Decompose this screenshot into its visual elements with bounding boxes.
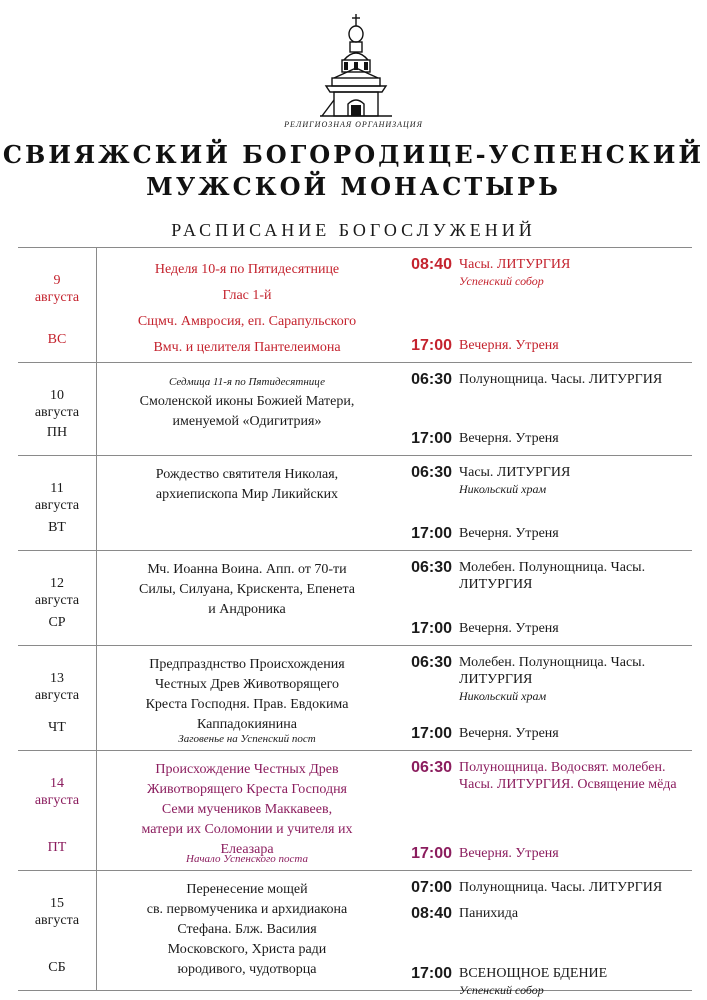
feast-line: Елеазара [220,842,274,857]
feast-line: матери их Соломонии и учителя их [141,822,353,837]
feast-cell [97,871,398,991]
feast-line: Сщмч. Амвросия, еп. Сарапульского [137,314,357,329]
service-time: 17:00 [411,525,452,542]
month-name: августа [34,405,80,420]
date-cell [18,646,97,751]
feast-cell [97,248,398,363]
feast-line: Предпразднство Происхождения [149,657,345,672]
feast-note: Начало Успенского поста [186,853,308,865]
services-cell [397,751,692,871]
day-number: 10 [50,388,64,403]
monastery-church-icon [320,12,392,120]
service-location: Никольский храм [459,482,547,496]
service-time: 17:00 [411,620,452,637]
service-description: Полунощница. Часы. ЛИТУРГИЯ [459,372,663,387]
feast-cell [97,551,398,646]
feast-line: именуемой «Одигитрия» [172,414,322,429]
service-description: Вечерня. Утреня [459,726,559,741]
service-description: Вечерня. Утреня [459,621,559,636]
schedule-row [18,871,692,991]
service-description: Панихида [459,906,519,921]
service-time: 17:00 [411,337,452,354]
day-number: 15 [50,896,64,911]
day-number: 13 [50,671,64,686]
feast-line: св. первомученика и архидиакона [146,902,348,917]
date-cell [18,551,97,646]
day-of-week: ВС [47,332,67,347]
service-description: Молебен. Полунощница. Часы. ЛИТУРГИЯ [459,655,646,687]
service-description: Часы. ЛИТУРГИЯ [459,257,571,272]
service-location: Никольский храм [459,689,547,703]
feast-line: и Андроника [208,602,286,617]
feast-line: Московского, Христа ради [167,942,327,957]
feast-line: Креста Господня. Прав. Евдокима [145,697,349,712]
feast-cell [97,751,398,871]
date-cell [18,871,97,991]
date-cell [18,248,97,363]
service-time: 08:40 [411,905,452,922]
day-number: 11 [50,481,64,496]
page-header [0,0,707,250]
feast-line: Перенесение мощей [186,882,308,897]
feast-line: Смоленской иконы Божией Матери, [139,394,355,409]
service-description: Молебен. Полунощница. Часы. ЛИТУРГИЯ [459,560,646,592]
feast-line: Семи мучеников Маккавеев, [161,802,333,817]
day-of-week: ВТ [48,520,66,535]
schedule-row [18,551,692,646]
monastery-title-line1: СВИЯЖСКИЙ БОГОРОДИЦЕ-УСПЕНСКИЙ [2,140,705,169]
service-description: Вечерня. Утреня [459,431,559,446]
feast-line: Мч. Иоанна Воина. Апп. от 70-ти [147,562,347,577]
schedule-row [18,248,692,363]
services-cell [397,363,692,456]
service-description: ВСЕНОЩНОЕ БДЕНИЕ [459,966,608,981]
service-time: 17:00 [411,430,452,447]
feast-line: Силы, Силуана, Крискента, Епенета [139,582,355,597]
service-description: Вечерня. Утреня [459,526,559,541]
service-time: 17:00 [411,965,452,982]
service-time: 06:30 [411,559,452,576]
feast-cell [97,646,398,751]
feast-line: Глас 1-й [222,288,272,303]
org-label: РЕЛИГИОЗНАЯ ОРГАНИЗАЦИЯ [284,120,423,129]
service-time: 06:30 [411,371,452,388]
services-cell [397,551,692,646]
service-location: Успенский собор [459,983,544,997]
service-description: Полунощница. Часы. ЛИТУРГИЯ [459,880,663,895]
feast-line: Происхождение Честных Древ [155,762,339,777]
service-time: 06:30 [411,654,452,671]
service-time: 17:00 [411,725,452,742]
monastery-title-line2: МУЖСКОЙ МОНАСТЫРЬ [146,172,561,201]
services-cell [397,871,692,997]
feast-line: Стефана. Блж. Василия [177,922,317,937]
day-of-week: ПН [46,425,68,440]
services-cell [397,456,692,551]
date-cell [18,363,97,456]
day-number: 14 [50,776,64,791]
month-name: августа [34,913,80,928]
feast-line: Каппадокиянина [197,717,297,732]
date-cell [18,456,97,551]
service-location: Успенский собор [459,274,544,288]
month-name: августа [34,290,80,305]
day-of-week: СБ [48,960,66,975]
schedule-title: РАСПИСАНИЕ БОГОСЛУЖЕНИЙ [171,220,536,240]
feast-note: Заговенье на Успенский пост [178,733,316,745]
month-name: августа [34,793,80,808]
service-description: Вечерня. Утреня [459,846,559,861]
feast-line: Честных Древ Животворящего [154,677,340,692]
month-name: августа [34,593,80,608]
schedule-row [18,363,692,456]
schedule-row [18,646,692,751]
service-time: 06:30 [411,759,452,776]
feast-subtitle: Седмица 11-я по Пятидесятнице [169,376,325,388]
service-time: 08:40 [411,256,452,273]
schedule-row [18,456,692,551]
day-of-week: ЧТ [48,720,66,735]
feast-cell [97,363,398,456]
day-of-week: ПТ [47,840,67,855]
day-number: 12 [50,576,64,591]
feast-line: Вмч. и целителя Пантелеимона [153,340,341,355]
month-name: августа [34,688,80,703]
service-time: 07:00 [411,879,452,896]
schedule-row [18,751,692,871]
date-cell [18,751,97,871]
feast-line: Рождество святителя Николая, [155,467,339,482]
feast-line: Неделя 10-я по Пятидесятнице [154,262,340,277]
feast-cell [97,456,398,551]
day-number: 9 [53,273,61,288]
services-cell [397,646,692,751]
service-description: Полунощница. Водосвят. молебен. Часы. ЛИТУРГИЯ. Освящение мёда [459,760,677,792]
day-of-week: СР [48,615,66,630]
feast-line: Животворящего Креста Господня [146,782,347,797]
service-description: Вечерня. Утреня [459,338,559,353]
service-description: Часы. ЛИТУРГИЯ [459,465,571,480]
services-cell [397,248,692,363]
service-time: 06:30 [411,464,452,481]
feast-line: архиепископа Мир Ликийских [155,487,339,502]
schedule-table [18,247,692,997]
service-time: 17:00 [411,845,452,862]
feast-line: юродивого, чудотворца [177,962,317,977]
month-name: августа [34,498,80,513]
